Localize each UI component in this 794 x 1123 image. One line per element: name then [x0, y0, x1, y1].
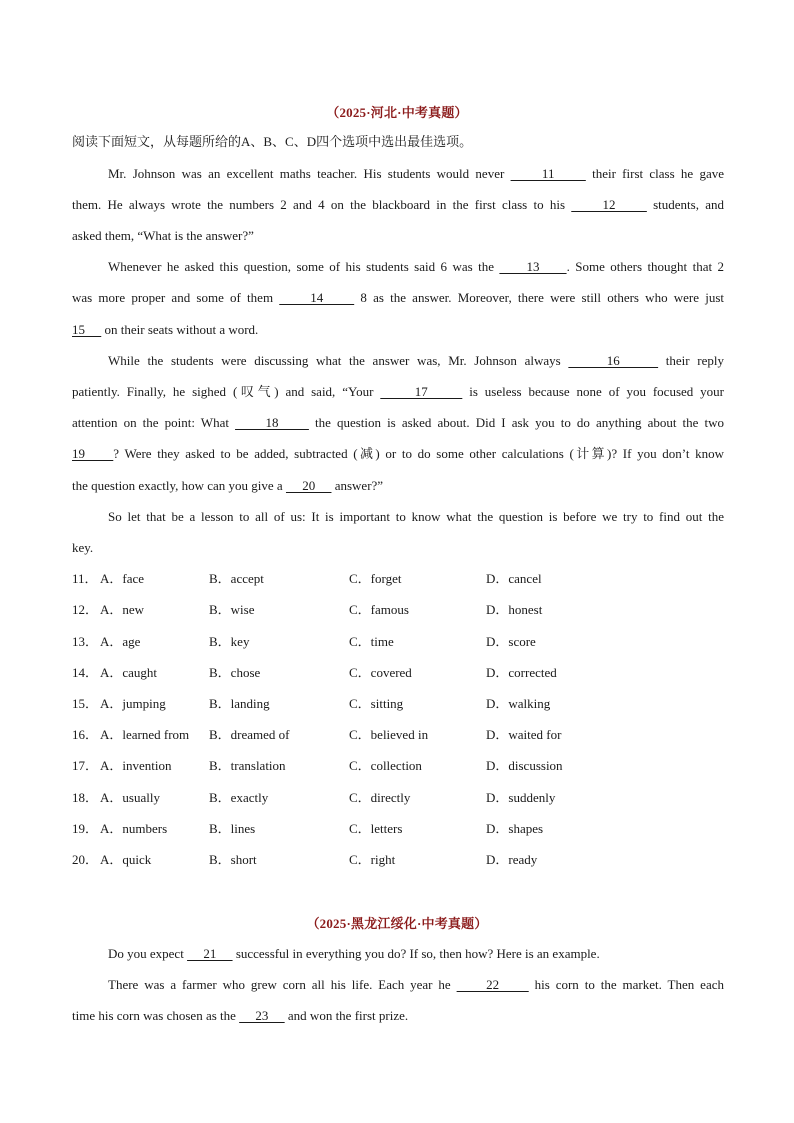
option-b[interactable]: B．lines — [209, 821, 256, 836]
blank-17: 17 — [380, 384, 463, 399]
passage2-line: Do you expect 21 successful in everything you do? If so, then how? Here is an example. — [108, 946, 600, 961]
passage1-line: asked them, “What is the answer?” — [72, 228, 254, 243]
passage1-line: Whenever he asked this question, some of his students said 6 was the 13 . Some others thought that 2 — [108, 259, 724, 274]
blank-11: 11 — [510, 166, 586, 181]
question-number: 19． — [72, 821, 99, 836]
question-number: 14． — [72, 665, 99, 680]
option-b[interactable]: B．key — [209, 634, 250, 649]
option-a[interactable]: A．quick — [100, 852, 152, 867]
option-c[interactable]: C．believed in — [349, 727, 429, 742]
passage1-line: key. — [72, 540, 94, 555]
passage1-line: 15 on their seats without a word. — [72, 322, 259, 337]
option-c[interactable]: C．covered — [349, 665, 412, 680]
section2-source: （2025·黑龙江绥化·中考真题） — [306, 916, 488, 931]
option-b[interactable]: B．dreamed of — [209, 727, 290, 742]
question-number: 17． — [72, 758, 99, 773]
passage1-line: Mr. Johnson was an excellent maths teacher. His students would never 11 their first class he gave — [108, 166, 725, 181]
option-b[interactable]: B．wise — [209, 602, 255, 617]
option-b[interactable]: B．exactly — [209, 790, 269, 805]
blank-19: 19 — [72, 446, 114, 461]
passage2-line: There was a farmer who grew corn all his life. Each year he 22 his corn to the market. Then each — [108, 977, 724, 992]
passage1-line: So let that be a lesson to all of us: It is important to know what the question is before we try to find out the — [108, 509, 724, 524]
option-b[interactable]: B．landing — [209, 696, 270, 711]
option-c[interactable]: C．forget — [349, 571, 402, 586]
section1-source: （2025·河北·中考真题） — [326, 105, 468, 120]
blank-18: 18 — [235, 415, 309, 430]
option-b[interactable]: B．short — [209, 852, 257, 867]
passage1-line: attention on the point: What 18 the question is asked about. Did I ask you to do anything about the two — [72, 415, 725, 430]
blank-14: 14 — [279, 290, 355, 305]
option-c[interactable]: C．directly — [349, 790, 411, 805]
passage1-line: 19 ? Were they asked to be added, subtracted (减) or to do some other calculations (计算)? If you don’t know — [72, 446, 724, 461]
option-d[interactable]: D．discussion — [486, 758, 563, 773]
question-number: 18． — [72, 790, 99, 805]
option-d[interactable]: D．suddenly — [486, 790, 556, 805]
passage1-line: was more proper and some of them 14 8 as the answer. Moreover, there were still others who were just — [72, 290, 724, 305]
option-a[interactable]: A．face — [100, 571, 145, 586]
question-number: 16． — [72, 727, 99, 742]
passage1-line: patiently. Finally, he sighed (叹气) and said, “Your 17 is useless because none of you focused your — [72, 384, 725, 399]
blank-22: 22 — [456, 977, 529, 992]
option-b[interactable]: B．chose — [209, 665, 261, 680]
option-a[interactable]: A．jumping — [100, 696, 166, 711]
option-d[interactable]: D．corrected — [486, 665, 557, 680]
blank-16: 16 — [568, 353, 659, 368]
blank-21: 21 — [187, 946, 233, 961]
question-number: 13． — [72, 634, 99, 649]
question-number: 15． — [72, 696, 99, 711]
passage2-line: time his corn was chosen as the 23 and won the first prize. — [72, 1008, 409, 1023]
passage1-line: them. He always wrote the numbers 2 and 4 on the blackboard in the first class to his 12 students, and — [72, 197, 724, 212]
option-d[interactable]: D．cancel — [486, 571, 542, 586]
option-d[interactable]: D．honest — [486, 602, 543, 617]
instruction: 阅读下面短文，从每题所给的A、B、C、D四个选项中选出最佳选项。 — [72, 134, 473, 149]
option-d[interactable]: D．walking — [486, 696, 551, 711]
question-number: 12． — [72, 602, 99, 617]
option-a[interactable]: A．caught — [100, 665, 158, 680]
option-d[interactable]: D．shapes — [486, 821, 544, 836]
blank-23: 23 — [239, 1008, 285, 1023]
option-c[interactable]: C．letters — [349, 821, 403, 836]
question-number: 11． — [72, 571, 98, 586]
option-a[interactable]: A．invention — [100, 758, 172, 773]
option-c[interactable]: C．sitting — [349, 696, 404, 711]
option-b[interactable]: B．accept — [209, 571, 264, 586]
option-d[interactable]: D．waited for — [486, 727, 562, 742]
passage1-line: While the students were discussing what the answer was, Mr. Johnson always 16 their reply — [108, 353, 724, 368]
option-d[interactable]: D．ready — [486, 852, 538, 867]
option-c[interactable]: C．right — [349, 852, 396, 867]
option-a[interactable]: A．learned from — [100, 727, 190, 742]
question-number: 20． — [72, 852, 99, 867]
option-a[interactable]: A．age — [100, 634, 141, 649]
option-a[interactable]: A．new — [100, 602, 145, 617]
option-c[interactable]: C．time — [349, 634, 394, 649]
blank-12: 12 — [571, 197, 647, 212]
option-c[interactable]: C．famous — [349, 602, 409, 617]
option-a[interactable]: A．numbers — [100, 821, 168, 836]
blank-20: 20 — [285, 478, 332, 493]
blank-13: 13 — [499, 259, 567, 274]
passage1-line: the question exactly, how can you give a 20 answer?” — [72, 478, 384, 493]
blank-15: 15 — [72, 322, 102, 337]
option-a[interactable]: A．usually — [100, 790, 160, 805]
option-d[interactable]: D．score — [486, 634, 536, 649]
option-c[interactable]: C．collection — [349, 758, 422, 773]
option-b[interactable]: B．translation — [209, 758, 286, 773]
